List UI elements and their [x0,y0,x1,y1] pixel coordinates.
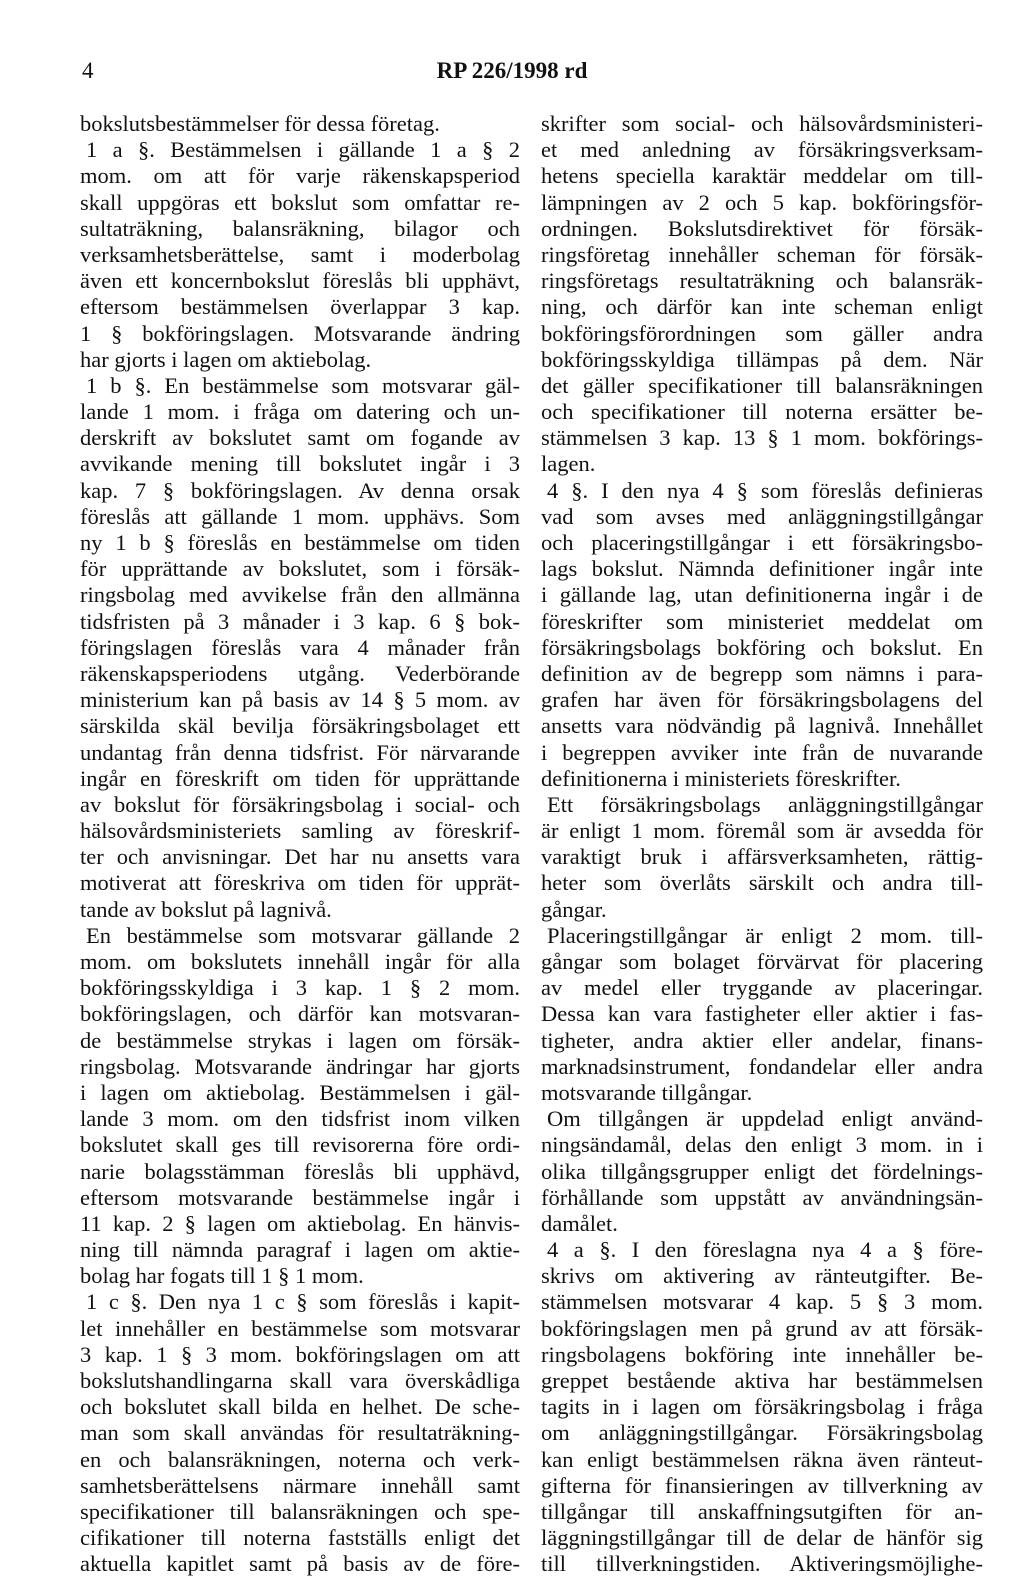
text-line: kap. 7 § bokföringslagen. Av denna orsak [80,477,520,503]
text-line: 1 c §. Den nya 1 c § som föreslås i kapit- [86,1289,520,1315]
text-line: mom. om att för varje räkenskapsperiod [80,163,520,189]
text-line: skall uppgöras ett bokslut som omfattar re- [80,189,520,215]
text-line: 1 b §. En bestämmelse som motsvarar gäl- [86,372,520,398]
text-line: cifikationer till noterna fastställs enligt det [80,1525,520,1551]
text-line: tande av bokslut på lagnivå. [80,896,332,922]
text-line: särskilda skäl bevilja försäkringsbolaget ett [80,713,520,739]
text-line: ringsbolag. Motsvarande ändringar har gjorts [80,1053,520,1079]
text-line: de bestämmelse strykas i lagen om försäk- [80,1027,520,1053]
text-line: bokföringsskyldiga i 3 kap. 1 § 2 mom. [80,975,520,1001]
text-line: läggningstillgångar till de delar de hänför sig [541,1525,983,1551]
text-line: man som skall användas för resultaträkning- [80,1420,520,1446]
text-line: 1 § bokföringslagen. Motsvarande ändring [80,320,520,346]
text-line: ringsbolag med avvikelse från den allmänna [80,582,520,608]
text-line: ning till nämnda paragraf i lagen om aktie- [80,1237,520,1263]
text-line: 4 a §. I den föreslagna nya 4 a § före- [547,1237,983,1263]
text-line: bokföringslagen, och därför kan motsvaran- [80,1001,520,1027]
text-line: föreslås att gällande 1 mom. upphävs. Som [80,503,520,529]
text-line: kan enligt bestämmelsen räkna även ränteut- [541,1446,983,1472]
text-line: ansetts vara nödvändig på lagnivå. Innehållet [541,713,983,739]
text-line: förhållande som uppstått av användningsän- [541,1184,983,1210]
text-line: marknadsinstrument, fondandelar eller andra [541,1053,983,1079]
text-line: ordningen. Bokslutsdirektivet för försäk- [541,215,983,241]
text-line: det gäller specifikationer till balansräkningen [541,372,983,398]
right-text-column [541,111,983,1578]
text-line: hetens speciella karaktär meddelar om till- [541,163,983,189]
text-line: et med anledning av försäkringsverksam- [541,137,983,163]
text-line: försäkringsbolags bokföring och bokslut. En [541,634,983,660]
text-line: 3 kap. 1 § 3 mom. bokföringslagen om att [80,1341,520,1367]
text-line: samhetsberättelsens närmare innehåll samt [80,1472,520,1498]
text-line: ter och anvisningar. Det har nu ansetts vara [80,844,520,870]
text-line: och placeringstillgångar i ett försäkringsbo- [541,530,983,555]
left-text-column [80,111,520,1578]
page-number: 4 [82,58,94,83]
text-line: olika tillgångsgrupper enligt det fördelnings- [541,1158,983,1184]
text-line: ning, och därför kan inte scheman enligt [541,294,983,320]
text-line: eftersom bestämmelsen överlappar 3 kap. [80,294,520,320]
text-line: ningsändamål, delas den enligt 3 mom. in i [541,1132,983,1158]
text-line: grafen har även för försäkringsbolagens del [541,687,983,713]
text-line: har gjorts i lagen om aktiebolag. [80,346,372,372]
text-line: tidsfristen på 3 månader i 3 kap. 6 § bok- [80,608,520,634]
text-line: i begreppen avviker inte från de nuvarande [541,739,983,765]
text-line: 4 §. I den nya 4 § som föreslås definieras [547,477,983,503]
text-line: om anläggningstillgångar. Försäkringsbolag [541,1420,983,1446]
text-line: och specifikationer till noterna ersätter be- [541,399,983,425]
text-line: lämpningen av 2 och 5 kap. bokföringsför- [541,189,983,215]
text-line: i gällande lag, utan definitionerna ingår i de [541,582,983,608]
text-line: för upprättande av bokslutet, som i försäk- [80,556,520,582]
text-line: föreskrifter som ministeriet meddelat om [541,608,983,634]
text-line: damålet. [541,1210,618,1236]
text-line: aktuella kapitlet samt på basis av de före- [80,1551,520,1577]
text-line: av bokslut för försäkringsbolag i social- och [80,791,520,817]
text-line: let innehåller en bestämmelse som motsvarar [80,1315,520,1341]
text-line: tigheter, andra aktier eller andelar, finans- [541,1027,983,1053]
text-line: motiverat att föreskriva om tiden för upprät- [80,870,520,896]
document-title: RP 226/1998 rd [436,58,588,83]
text-line: sultaträkning, balansräkning, bilagor och [80,215,520,241]
text-line: gifterna för finansieringen av tillverkning av [541,1472,983,1498]
text-line: Ett försäkringsbolags anläggningstillgångar [547,791,983,817]
text-line: vad som avses med anläggningstillgångar [541,503,983,529]
text-line: greppet bestående aktiva har bestämmelsen [541,1368,983,1393]
text-line: bokslutet skall ges till revisorerna före ordi- [80,1132,520,1158]
text-line: skrivs om aktivering av ränteutgifter. Be- [541,1263,983,1289]
text-line: ministerium kan på basis av 14 § 5 mom. av [80,687,520,713]
text-line: lande 3 mom. om den tidsfrist inom vilken [80,1106,520,1132]
text-line: gångar. [541,896,607,922]
text-line: bolag har fogats till 1 § 1 mom. [80,1263,364,1289]
text-line: varaktigt bruk i affärsverksamheten, rättig- [541,844,983,870]
text-line: definition av de begrepp som nämns i para- [541,660,983,686]
text-line: en och balansräkningen, noterna och verk- [80,1446,520,1472]
text-line: mom. om bokslutets innehåll ingår för alla [80,949,520,974]
text-line: till tillverkningstiden. Aktiveringsmöjlighe- [541,1551,983,1577]
text-line: hälsovårdsministeriets samling av föreskrif- [80,818,520,844]
text-line: tagits in i lagen om försäkringsbolag i fråga [541,1394,983,1420]
text-line: En bestämmelse som motsvarar gällande 2 [86,922,520,948]
text-line: 11 kap. 2 § lagen om aktiebolag. En hänvis- [80,1210,520,1236]
text-line: och bokslutet skall bilda en helhet. De sche- [80,1394,520,1420]
text-line: definitionerna i ministeriets föreskrifter. [541,765,901,791]
text-line: stämmelsen 3 kap. 13 § 1 mom. bokförings- [541,425,983,451]
text-line: av medel eller tryggande av placeringar. [541,975,983,1001]
text-line: bokslutsbestämmelser för dessa företag. [80,111,440,136]
text-line: eftersom motsvarande bestämmelse ingår i [80,1184,520,1210]
text-line: Dessa kan vara fastigheter eller aktier i fas- [541,1001,983,1027]
text-line: Om tillgången är uppdelad enligt använd- [547,1106,983,1132]
text-line: lande 1 mom. i fråga om datering och un- [80,399,520,425]
text-line: motsvarande tillgångar. [541,1079,753,1105]
text-line: föringslagen föreslås vara 4 månader från [80,634,520,660]
text-line: även ett koncernbokslut föreslås bli upphävt, [80,268,520,294]
text-line: lagen. [541,451,596,477]
text-line: avvikande mening till bokslutet ingår i 3 [80,451,520,477]
text-line: ringsföretag innehåller scheman för försäk- [541,241,983,267]
text-line: är enligt 1 mom. föremål som är avsedda för [541,818,983,844]
text-line: ny 1 b § föreslås en bestämmelse om tiden [80,530,520,555]
text-line: tillgångar till anskaffningsutgiften för an- [541,1498,983,1524]
text-line: verksamhetsberättelse, samt i moderbolag [80,241,520,267]
text-line: i lagen om aktiebolag. Bestämmelsen i gäl- [80,1079,520,1105]
text-line: räkenskapsperiodens utgång. Vederbörande [80,660,520,686]
text-line: derskrift av bokslutet samt om fogande av [80,425,520,451]
text-line: narie bolagsstämman föreslås bli upphävd, [80,1158,520,1184]
text-line: specifikationer till balansräkningen och spe- [80,1498,520,1524]
text-line: stämmelsen motsvarar 4 kap. 5 § 3 mom. [541,1289,983,1315]
text-line: lags bokslut. Nämnda definitioner ingår inte [541,556,983,582]
text-line: gångar som bolaget förvärvat för placering [541,949,983,974]
text-line: ringsföretags resultaträkning och balansräk- [541,268,983,294]
text-line: skrifter som social- och hälsovårdsministeri- [541,111,983,136]
text-line: bokföringsförordningen som gäller andra [541,320,983,346]
text-line: ingår en föreskrift om tiden för upprättande [80,765,520,791]
text-line: heter som överlåts särskilt och andra till- [541,870,983,896]
text-line: 1 a §. Bestämmelsen i gällande 1 a § 2 [86,137,520,163]
text-line: Placeringstillgångar är enligt 2 mom. till- [547,922,983,948]
text-line: bokföringslagen men på grund av att försäk- [541,1315,983,1341]
text-line: undantag från denna tidsfrist. För närvarande [80,739,520,765]
text-line: bokföringsskyldiga tillämpas på dem. När [541,346,983,372]
text-line: ringsbolagens bokföring inte innehåller be- [541,1341,983,1367]
text-line: bokslutshandlingarna skall vara överskådliga [80,1368,520,1393]
